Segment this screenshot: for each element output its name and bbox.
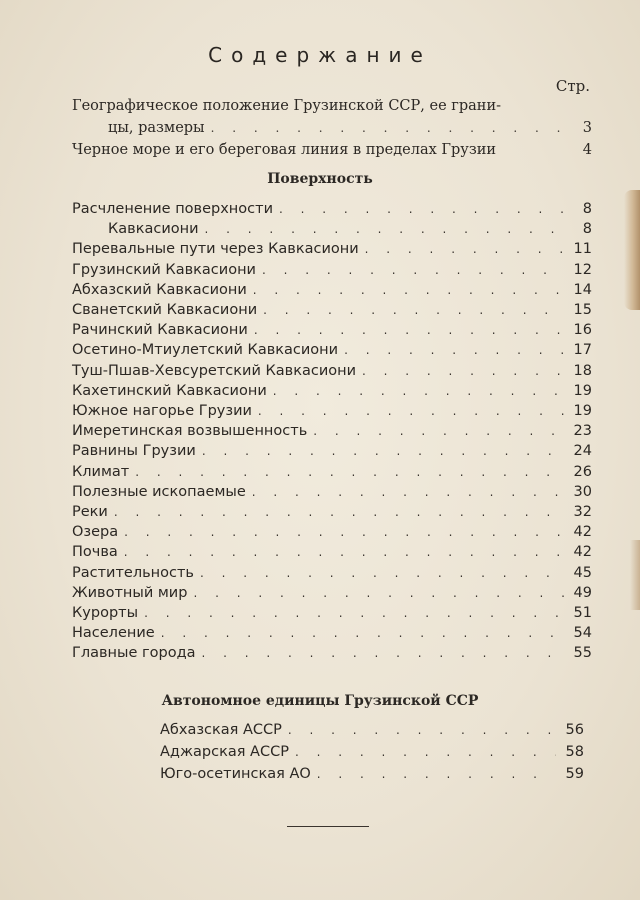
toc-entry bbox=[72, 623, 592, 643]
leader-dots bbox=[205, 219, 564, 239]
leader-dots bbox=[211, 118, 564, 138]
toc-entry bbox=[108, 118, 592, 138]
leader-dots bbox=[295, 742, 556, 762]
toc-entry-page: 26 bbox=[573, 463, 592, 480]
toc-entry-label: Туш-Пшав-Хевсуретский Кавкасиони bbox=[72, 362, 357, 379]
toc-entry-page: 19 bbox=[573, 382, 592, 399]
leader-dots bbox=[344, 340, 564, 360]
toc-entry-page: 42 bbox=[573, 544, 592, 561]
toc-entry-page: 24 bbox=[573, 443, 592, 460]
toc-entry-label: Юго-осетинская АО bbox=[160, 766, 311, 782]
page-column-label: Стр. bbox=[555, 77, 590, 95]
toc-entry-label: Черное море и его береговая линия в пределах Грузии bbox=[72, 142, 497, 158]
toc-entry-page: 19 bbox=[573, 403, 592, 419]
toc-entry-label: Население bbox=[72, 625, 155, 642]
leader-dots bbox=[135, 462, 564, 482]
toc-entry-page: 32 bbox=[573, 504, 592, 520]
toc-entry bbox=[72, 421, 592, 441]
toc-entry-page: 8 bbox=[582, 201, 592, 217]
section-heading: Автономное единицы Грузинской ССР bbox=[161, 693, 479, 709]
toc-entry-page: 51 bbox=[573, 605, 592, 621]
toc-entry-label: Климат bbox=[72, 463, 130, 480]
toc-entry-page: 17 bbox=[573, 342, 592, 359]
leader-dots bbox=[252, 482, 564, 502]
toc-entry-label: Растительность bbox=[72, 564, 194, 581]
toc-entry bbox=[72, 502, 592, 522]
toc-entry-label: Сванетский Кавкасиони bbox=[72, 302, 258, 318]
leader-dots bbox=[273, 381, 564, 401]
toc-entry bbox=[72, 140, 592, 160]
toc-entry-page: 49 bbox=[573, 584, 592, 601]
toc-entry-page: 59 bbox=[565, 766, 584, 782]
toc-entry-label: Озера bbox=[72, 524, 119, 541]
toc-entry bbox=[72, 583, 592, 603]
toc-entry-page: 3 bbox=[582, 120, 592, 136]
toc-entry-label: Рачинский Кавкасиони bbox=[72, 322, 248, 339]
toc-entry-page: 12 bbox=[573, 261, 592, 278]
leader-dots bbox=[200, 563, 564, 583]
toc-entry-page: 23 bbox=[573, 423, 592, 440]
leader-dots bbox=[202, 441, 564, 461]
toc-entry-page: 42 bbox=[573, 524, 592, 541]
section-heading: Поверхность bbox=[267, 171, 373, 187]
leader-dots bbox=[144, 603, 564, 623]
toc-entry-label: Расчленение поверхности bbox=[72, 201, 273, 217]
toc-entry-label: Кавкасиони bbox=[108, 221, 199, 238]
toc-entry bbox=[72, 542, 592, 562]
toc-entry-label: Реки bbox=[72, 504, 108, 520]
toc-entry-label: Южное нагорье Грузии bbox=[72, 403, 252, 419]
leader-dots bbox=[365, 239, 564, 259]
toc-entry-page: 4 bbox=[582, 142, 592, 158]
toc-entry-page: 14 bbox=[573, 281, 592, 298]
toc-entry-label: Почва bbox=[72, 544, 118, 561]
page-stain bbox=[624, 190, 640, 310]
toc-entry bbox=[72, 280, 592, 300]
leader-dots bbox=[317, 764, 556, 784]
leader-dots bbox=[201, 643, 564, 663]
toc-entry-label: Равнины Грузии bbox=[72, 443, 196, 460]
leader-dots bbox=[362, 361, 564, 381]
toc-entry bbox=[72, 401, 592, 421]
toc-entry bbox=[72, 522, 592, 542]
leader-dots bbox=[193, 583, 564, 603]
toc-entry-label: Курорты bbox=[72, 605, 139, 621]
toc-entry-page: 58 bbox=[565, 744, 584, 760]
leader-dots bbox=[258, 401, 564, 421]
toc-entry-label: Кахетинский Кавкасиони bbox=[72, 382, 267, 399]
leader-dots bbox=[124, 542, 564, 562]
toc-entry-label: цы, размеры bbox=[108, 120, 205, 136]
toc-entry bbox=[72, 563, 592, 583]
toc-entry-page: 8 bbox=[582, 221, 592, 238]
toc-entry bbox=[108, 219, 592, 239]
toc-entry-label: Главные города bbox=[72, 645, 196, 662]
leader-dots bbox=[161, 623, 564, 643]
toc-entry-label: Абхазская АССР bbox=[160, 722, 282, 738]
toc-entry bbox=[72, 96, 592, 116]
toc-entry-label: Абхазский Кавкасиони bbox=[72, 281, 247, 298]
toc-entry bbox=[72, 381, 592, 401]
toc-entry bbox=[72, 199, 592, 219]
leader-dots bbox=[279, 199, 564, 219]
leader-dots bbox=[254, 320, 564, 340]
toc-entry-page: 16 bbox=[573, 322, 592, 339]
page-title: Содержание bbox=[208, 43, 432, 67]
toc-entry bbox=[72, 603, 592, 623]
divider bbox=[287, 826, 369, 827]
toc-entry-label: Полезные ископаемые bbox=[72, 483, 246, 500]
leader-dots bbox=[124, 522, 564, 542]
toc-entry-label: Перевальные пути через Кавкасиони bbox=[72, 241, 359, 258]
toc-entry bbox=[72, 320, 592, 340]
toc-entry bbox=[72, 300, 592, 320]
toc-entry-page: 54 bbox=[573, 625, 592, 642]
toc-entry bbox=[72, 361, 592, 381]
toc-entry bbox=[72, 340, 592, 360]
toc-entry-label: Географическое положение Грузинской ССР, ее грани- bbox=[72, 98, 502, 114]
leader-dots bbox=[253, 280, 564, 300]
toc-entry bbox=[72, 462, 592, 482]
leader-dots bbox=[313, 421, 564, 441]
toc-entry bbox=[72, 239, 592, 259]
toc-entry-label: Осетино-Мтиулетский Кавкасиони bbox=[72, 342, 339, 359]
toc-entry bbox=[72, 441, 592, 461]
toc-entry-label: Животный мир bbox=[72, 584, 188, 601]
toc-entry-label: Имеретинская возвышенность bbox=[72, 423, 308, 440]
toc-entry-page: 56 bbox=[565, 722, 584, 738]
toc-entry-page: 15 bbox=[573, 302, 592, 318]
toc-entry-page: 30 bbox=[573, 483, 592, 500]
page-stain bbox=[630, 540, 640, 610]
leader-dots bbox=[114, 502, 564, 522]
toc-entry-label: Грузинский Кавкасиони bbox=[72, 261, 256, 278]
toc-entry-page: 18 bbox=[573, 362, 592, 379]
toc-entry bbox=[72, 482, 592, 502]
toc-entry-page: 55 bbox=[573, 645, 592, 662]
toc-entry bbox=[72, 643, 592, 663]
toc-entry-page: 11 bbox=[573, 241, 592, 258]
toc-entry bbox=[160, 742, 584, 762]
leader-dots bbox=[288, 720, 556, 740]
toc-entry bbox=[160, 764, 584, 784]
toc-entry-label: Аджарская АССР bbox=[160, 744, 289, 760]
toc-entry bbox=[72, 260, 592, 280]
toc-entry bbox=[160, 720, 584, 740]
toc-entry-page: 45 bbox=[573, 564, 592, 581]
leader-dots bbox=[263, 300, 564, 320]
leader-dots bbox=[262, 260, 564, 280]
